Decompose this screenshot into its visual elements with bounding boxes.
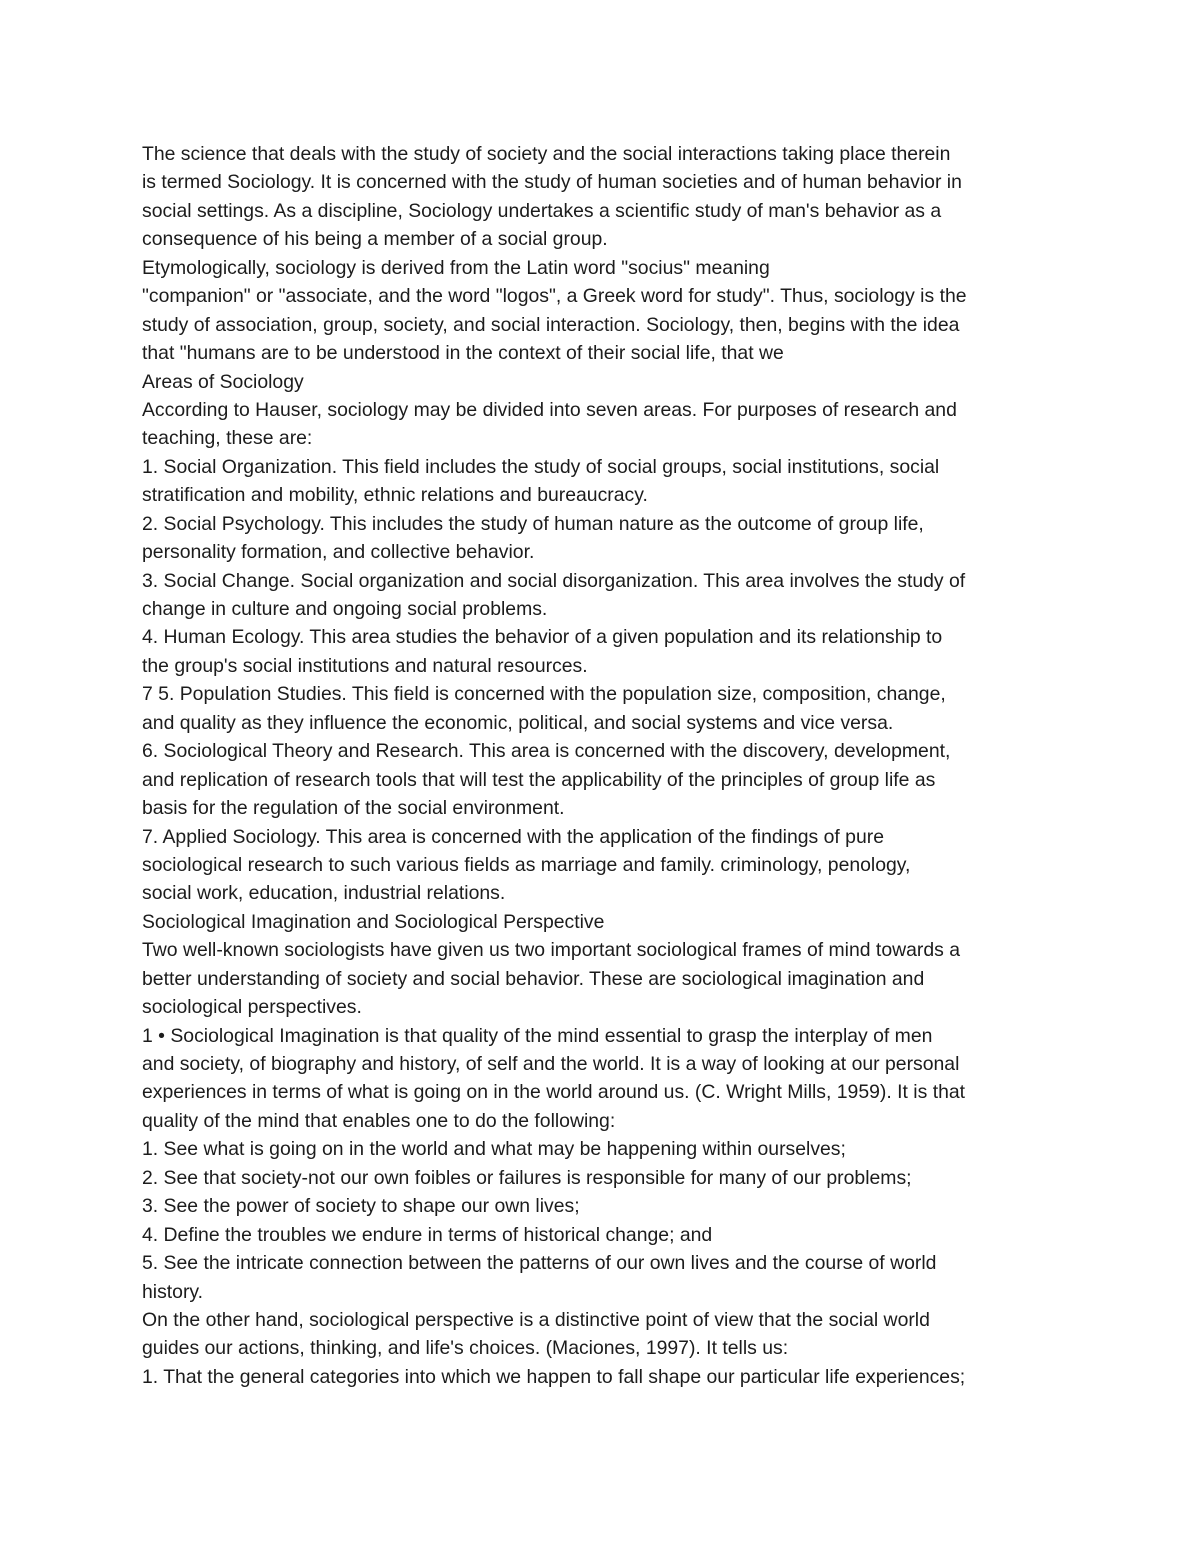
text-line: that "humans are to be understood in the context of their social life, that we [142,342,784,365]
document-body [142,140,1072,1391]
list-item: 1 • Sociological Imagination is that quality of the mind essential to grasp the interplay of men [142,1024,933,1047]
text-line: study of association, group, society, and social interaction. Sociology, then, begins with the idea [142,313,960,336]
list-item: 3. See the power of society to shape our own lives; [142,1195,580,1218]
text-line: consequence of his being a member of a social group. [142,228,608,251]
text-line: and society, of biography and history, of self and the world. It is a way of looking at our personal [142,1053,960,1075]
text-line: social settings. As a discipline, Sociology undertakes a scientific study of man's behavior as a [142,199,942,222]
text-line: basis for the regulation of the social environment. [142,797,565,820]
text-line: change in culture and ongoing social problems. [142,598,548,620]
text-line: and quality as they influence the economic, political, and social systems and vice versa. [142,711,894,734]
text-line: sociological perspectives. [142,996,362,1019]
list-item: 3. Social Change. Social organization and social disorganization. This area involves the study of [142,569,966,592]
list-item: 4. Define the troubles we endure in terms of historical change; and [142,1223,713,1246]
text-line: "companion" or "associate, and the word "logos", a Greek word for study". Thus, sociology is the [142,285,967,308]
list-item: 2. See that society-not our own foibles or failures is responsible for many of our problems; [142,1166,912,1189]
text-line: better understanding of society and social behavior. These are sociological imagination and [142,967,925,990]
text-line: teaching, these are: [142,427,313,450]
text-line: quality of the mind that enables one to do the following: [142,1109,616,1132]
list-item: 1. See what is going on in the world and what may be happening within ourselves; [142,1138,846,1161]
text-line: On the other hand, sociological perspective is a distinctive point of view that the social world [142,1308,930,1331]
text-line: experiences in terms of what is going on in the world around us. (C. Wright Mills, 1959). It is that [142,1081,966,1104]
text-line: sociological research to such various fields as marriage and family. criminology, penology, [142,853,911,876]
text-line: Two well-known sociologists have given us two important sociological frames of mind towards a [142,939,961,962]
list-item: 1. Social Organization. This field includes the study of social groups, social institutions, social [142,455,940,478]
list-item: 2. Social Psychology. This includes the study of human nature as the outcome of group life, [142,512,924,535]
text-line: According to Hauser, sociology may be divided into seven areas. For purposes of research and [142,398,957,421]
text-line: stratification and mobility, ethnic relations and bureaucracy. [142,484,648,507]
text-line: is termed Sociology. It is concerned with the study of human societies and of human behavior in [142,171,962,194]
section-heading-imagination: Sociological Imagination and Sociological Perspective [142,910,605,933]
list-item: 1. That the general categories into which we happen to fall shape our particular life experiences; [142,1365,966,1388]
text-line: personality formation, and collective behavior. [142,541,535,564]
text-line: and replication of research tools that will test the applicability of the principles of group life as [142,768,936,791]
list-item: 5. See the intricate connection between the patterns of our own lives and the course of world [142,1252,937,1275]
list-item: 7 5. Population Studies. This field is concerned with the population size, composition, change, [142,683,946,706]
list-item: 4. Human Ecology. This area studies the behavior of a given population and its relationship to [142,626,943,649]
text-line: The science that deals with the study of society and the social interactions taking place therein [142,143,951,165]
list-item: 7. Applied Sociology. This area is concerned with the application of the findings of pure [142,825,884,848]
text-line: social work, education, industrial relations. [142,882,506,905]
section-heading-areas: Areas of Sociology [142,370,304,393]
text-line: Etymologically, sociology is derived from the Latin word "socius" meaning [142,256,770,279]
text-line: guides our actions, thinking, and life's choices. (Maciones, 1997). It tells us: [142,1337,789,1360]
text-line: the group's social institutions and natural resources. [142,654,588,677]
text-line: history. [142,1280,204,1303]
list-item: 6. Sociological Theory and Research. This area is concerned with the discovery, development, [142,740,951,763]
